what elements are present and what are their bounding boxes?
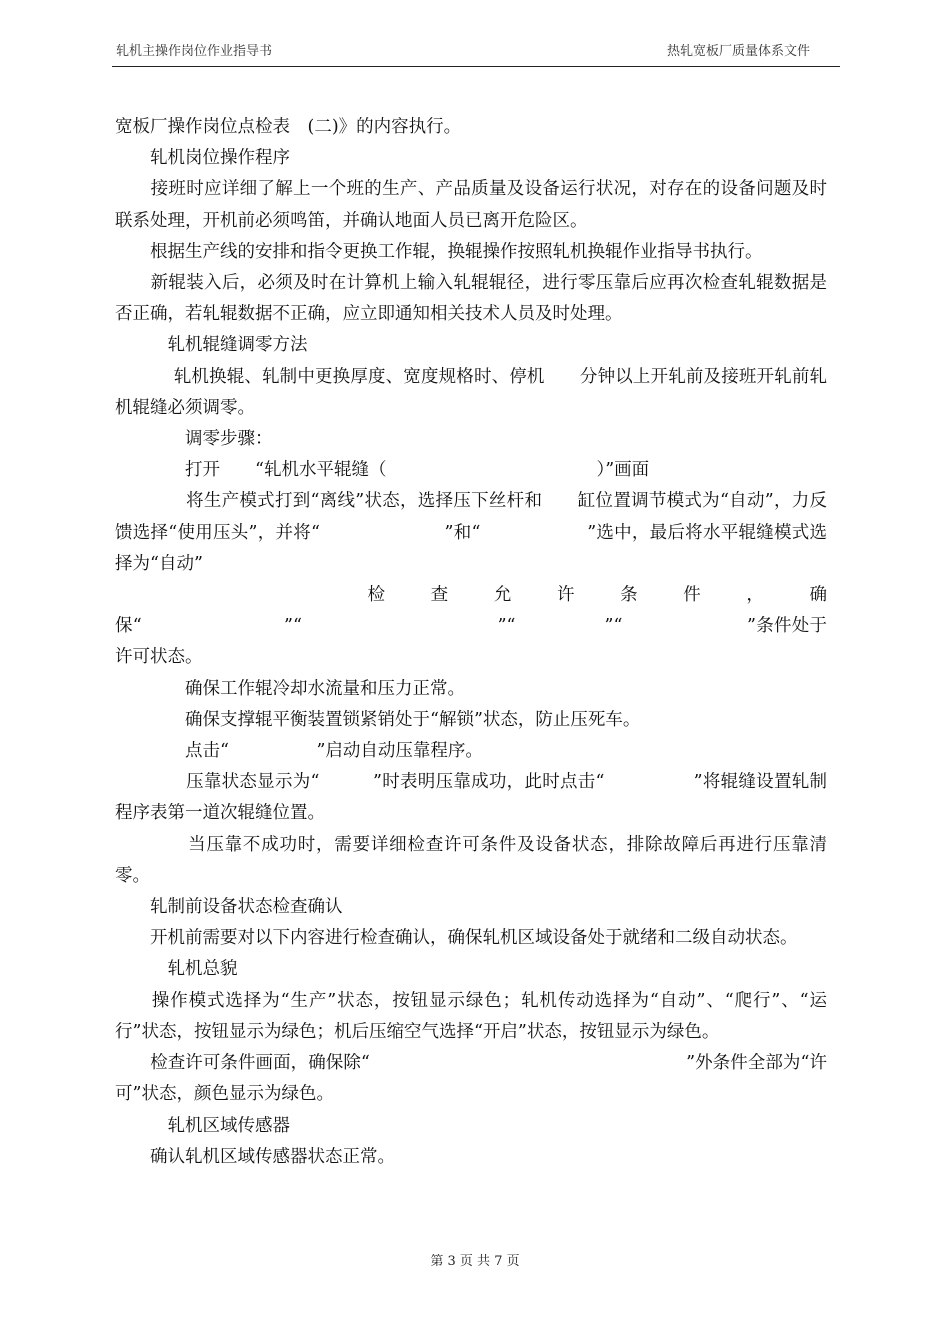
- paragraph: 操作模式选择为“生产”状态，按钮显示绿色；轧机传动选择为“自动”、“爬行”、“运行”状态，按钮显示为绿色；机后压缩空气选择“开启”状态，按钮显示为绿色。: [115, 990, 827, 1042]
- section-heading: 轧机辊缝调零方法: [115, 335, 308, 356]
- section-heading: 轧机区域传感器: [115, 1115, 290, 1136]
- page-number: 第 3 页 共 7 页: [430, 1254, 520, 1269]
- section-heading: 轧机总貌: [115, 959, 238, 980]
- paragraph: 宽板厂操作岗位点检表 (二)》的内容执行。: [115, 117, 462, 137]
- paragraph: 调零步骤：: [115, 429, 273, 450]
- paragraph: 检查允许条件，确保“ ”“ ”“ ”“ ”条件处于许可状态。: [115, 585, 827, 668]
- paragraph: 压靠状态显示为“ ”时表明压靠成功，此时点击“ ”将辊缝设置轧制程序表第一道次辊缝位置。: [115, 772, 827, 824]
- paragraph: 确保工作辊冷却水流量和压力正常。: [115, 678, 465, 699]
- paragraph: 将生产模式打到“离线”状态，选择压下丝杆和 缸位置调节模式为“自动”，力反馈选择“使用压头”，并将“ ”和“ ”选中，最后将水平辊缝模式选择为“自动”: [115, 491, 827, 574]
- header-left-title: 轧机主操作岗位作业指导书: [116, 44, 273, 59]
- section-heading: 轧机岗位操作程序: [115, 148, 290, 169]
- header-rule: [112, 66, 840, 67]
- paragraph: 轧机换辊、轧制中更换厚度、宽度规格时、停机 分钟以上开轧前及接班开轧前轧机辊缝必须调零。: [115, 366, 827, 418]
- paragraph: 打开 “轧机水平辊缝（ ）”画面: [115, 460, 650, 481]
- section-heading: 轧制前设备状态检查确认: [115, 897, 343, 918]
- paragraph: 当压靠不成功时，需要详细检查许可条件及设备状态，排除故障后再进行压靠清零。: [115, 834, 827, 886]
- paragraph: 确保支撑辊平衡装置锁紧销处于“解锁”状态，防止压死车。: [115, 709, 641, 730]
- paragraph: 点击“ ”启动自动压靠程序。: [115, 741, 483, 762]
- paragraph: 确认轧机区域传感器状态正常。: [115, 1146, 395, 1167]
- paragraph: 检查许可条件画面，确保除“ ”外条件全部为“许可”状态，颜色显示为绿色。: [115, 1053, 827, 1105]
- paragraph: 开机前需要对以下内容进行检查确认，确保轧机区域设备处于就绪和二级自动状态。: [115, 928, 798, 949]
- paragraph: 根据生产线的安排和指令更换工作辊，换辊操作按照轧机换辊作业指导书执行。: [115, 241, 763, 262]
- paragraph: 接班时应详细了解上一个班的生产、产品质量及设备运行状况，对存在的设备问题及时联系处理，开机前必须鸣笛，并确认地面人员已离开危险区。: [115, 179, 827, 231]
- header-right-title: 热轧宽板厂质量体系文件: [666, 44, 810, 59]
- document-body: [115, 112, 827, 1173]
- paragraph: 新辊装入后，必须及时在计算机上输入轧辊辊径，进行零压靠后应再次检查轧辊数据是否正确，若轧辊数据不正确，应立即通知相关技术人员及时处理。: [115, 273, 827, 325]
